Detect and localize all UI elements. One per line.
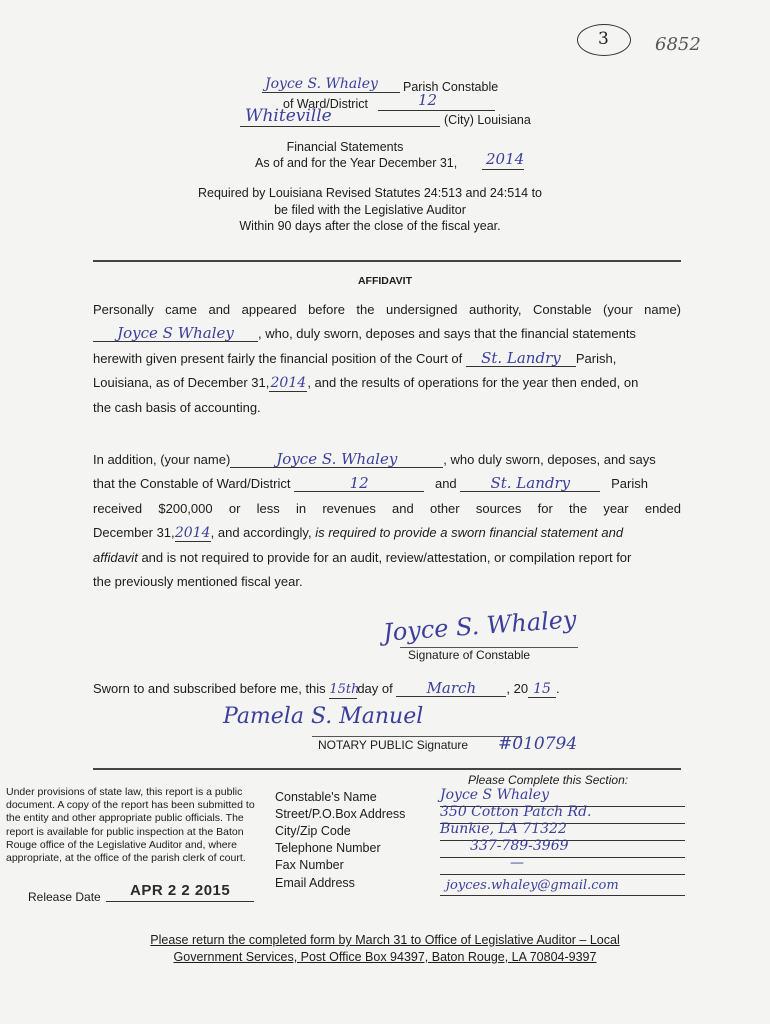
- p1-text-b: , who, duly sworn, deposes and says that the financial statements: [258, 326, 636, 342]
- sworn-text: Sworn to and subscribed before me, this: [93, 681, 326, 696]
- public-notice-line: report is available for public inspection at the Baton: [6, 825, 244, 838]
- notary-signature: Pamela S. Manuel: [223, 704, 424, 729]
- city-label: (City) Louisiana: [444, 113, 531, 127]
- contact-value-email: [440, 878, 685, 896]
- p2-and: and: [434, 476, 457, 492]
- p2-year: 2014: [174, 525, 211, 542]
- header-city: Whiteville: [245, 106, 332, 126]
- year-prefix: As of and for the Year December 31,: [255, 156, 458, 170]
- contact-value-fax: [440, 857, 685, 875]
- p2-ward: 12: [294, 475, 424, 492]
- p1-text-g: the cash basis of accounting.: [93, 399, 261, 415]
- public-notice-line: Under provisions of state law, this report is a public: [6, 786, 243, 798]
- p2-text-h: and is not required to provide for an audit, review/attestation, or compilation report for: [141, 549, 632, 565]
- constable-signature-label: Signature of Constable: [408, 648, 531, 662]
- public-notice-line: Rouge office of the Legislative Auditor and, where: [6, 838, 237, 851]
- contact-value-text: Bunkie, LA 71322: [440, 821, 567, 837]
- contact-label-telephone: Telephone Number: [275, 841, 381, 855]
- p1-text-c: herewith given present fairly the financial position of the Court of: [93, 350, 463, 366]
- contact-value-text: joyces.whaley@gmail.com: [446, 878, 619, 893]
- file-number: 6852: [655, 34, 701, 55]
- p2-text-d: Parish: [611, 476, 648, 492]
- affidavit-paragraph-1: [93, 298, 681, 420]
- p2-text-a: In addition, (your name): [93, 452, 231, 467]
- parish-constable-label: Parish Constable: [403, 80, 499, 94]
- header-constable-name: Joyce S. Whaley: [265, 76, 378, 92]
- required-line3: Within 90 days after the close of the fiscal year.: [239, 219, 501, 233]
- p2-name: Joyce S. Whaley: [230, 451, 443, 468]
- p2-italic-1: is required to provide a sworn financial statement and: [315, 525, 624, 541]
- return-instructions-line2: Government Services, Post Office Box 94397, Baton Rouge, LA 70804-9397: [173, 950, 597, 964]
- p1-parish: St. Landry: [466, 350, 576, 367]
- sworn-year-prefix: , 20: [506, 681, 529, 696]
- header-ward-number: 12: [418, 91, 438, 109]
- affidavit-title: AFFIDAVIT: [357, 275, 413, 287]
- contact-label-city: City/Zip Code: [275, 824, 351, 838]
- required-line1: Required by Louisiana Revised Statutes 24:513 and 24:514 to: [198, 186, 542, 200]
- circled-number: 3: [598, 29, 609, 49]
- affidavit-paragraph-2: [93, 448, 681, 594]
- constable-signature: Joyce S. Whaley: [382, 605, 578, 647]
- p2-italic-2: affidavit: [93, 549, 138, 565]
- contact-label-name: Constable's Name: [275, 790, 377, 804]
- p1-text-f: , and the results of operations for the year then ended, on: [307, 375, 639, 391]
- sworn-month: March: [396, 680, 506, 697]
- p2-text-e: received $200,000 or less in revenues and other sources for the year ended: [93, 500, 681, 516]
- public-notice-line: the entity and other appropriate public officials. The: [6, 812, 244, 825]
- p2-parish: St. Landry: [460, 475, 600, 492]
- contact-label-fax: Fax Number: [275, 858, 344, 872]
- notary-id: #010794: [498, 734, 578, 754]
- sworn-line: Sworn to and subscribed before me, this 15thday of March , 20 15 .: [93, 679, 560, 697]
- contact-label-email: Email Address: [275, 876, 355, 890]
- release-date-stamp: APR 2 2 2015: [130, 882, 231, 899]
- return-instructions-line1: Please return the completed form by March 31 to Office of Legislative Auditor – Local: [150, 933, 620, 947]
- p1-text-a: Personally came and appeared before the undersigned authority, Constable (your name): [93, 302, 681, 317]
- p1-text-e: Louisiana, as of December 31,: [93, 375, 270, 391]
- circled-number-stamp: [577, 24, 631, 56]
- contact-value-text: 337-789-3969: [470, 838, 569, 854]
- public-notice-line: document. A copy of the report has been submitted to: [6, 799, 255, 812]
- header-divider: [93, 260, 681, 262]
- p1-text-d: Parish,: [575, 350, 617, 366]
- p2-text-i: the previously mentioned fiscal year.: [93, 574, 303, 590]
- release-date-label: Release Date: [28, 890, 101, 904]
- p2-text-g: , and accordingly,: [210, 525, 312, 541]
- contact-label-street: Street/P.O.Box Address: [275, 807, 406, 821]
- header-year: 2014: [486, 150, 525, 168]
- p2-text-c: that the Constable of Ward/District: [93, 476, 291, 492]
- required-line2: be filed with the Legislative Auditor: [274, 203, 466, 217]
- statements-title: Financial Statements: [286, 140, 404, 154]
- sworn-day: 15th: [329, 682, 360, 697]
- public-notice: [6, 786, 271, 865]
- contact-value-telephone: [440, 840, 685, 858]
- sworn-day-of: day of: [357, 681, 393, 696]
- public-notice-line: appropriate, at the office of the parish clerk of court.: [6, 852, 246, 865]
- p1-year: 2014: [270, 375, 307, 392]
- footer-divider: [93, 768, 681, 770]
- notary-signature-label: NOTARY PUBLIC Signature: [318, 738, 469, 752]
- p2-text-f: December 31,: [93, 525, 175, 541]
- p2-text-b: , who duly sworn, deposes, and says: [443, 452, 656, 467]
- contact-value-text: —: [510, 855, 524, 871]
- sworn-year: 15: [528, 681, 556, 698]
- contact-value-text: 350 Cotton Patch Rd.: [440, 804, 592, 820]
- p1-name: Joyce S Whaley: [93, 325, 258, 342]
- ward-prefix: of Ward/District: [283, 97, 368, 111]
- section-title: Please Complete this Section:: [468, 773, 629, 787]
- contact-value-text: Joyce S Whaley: [440, 787, 549, 803]
